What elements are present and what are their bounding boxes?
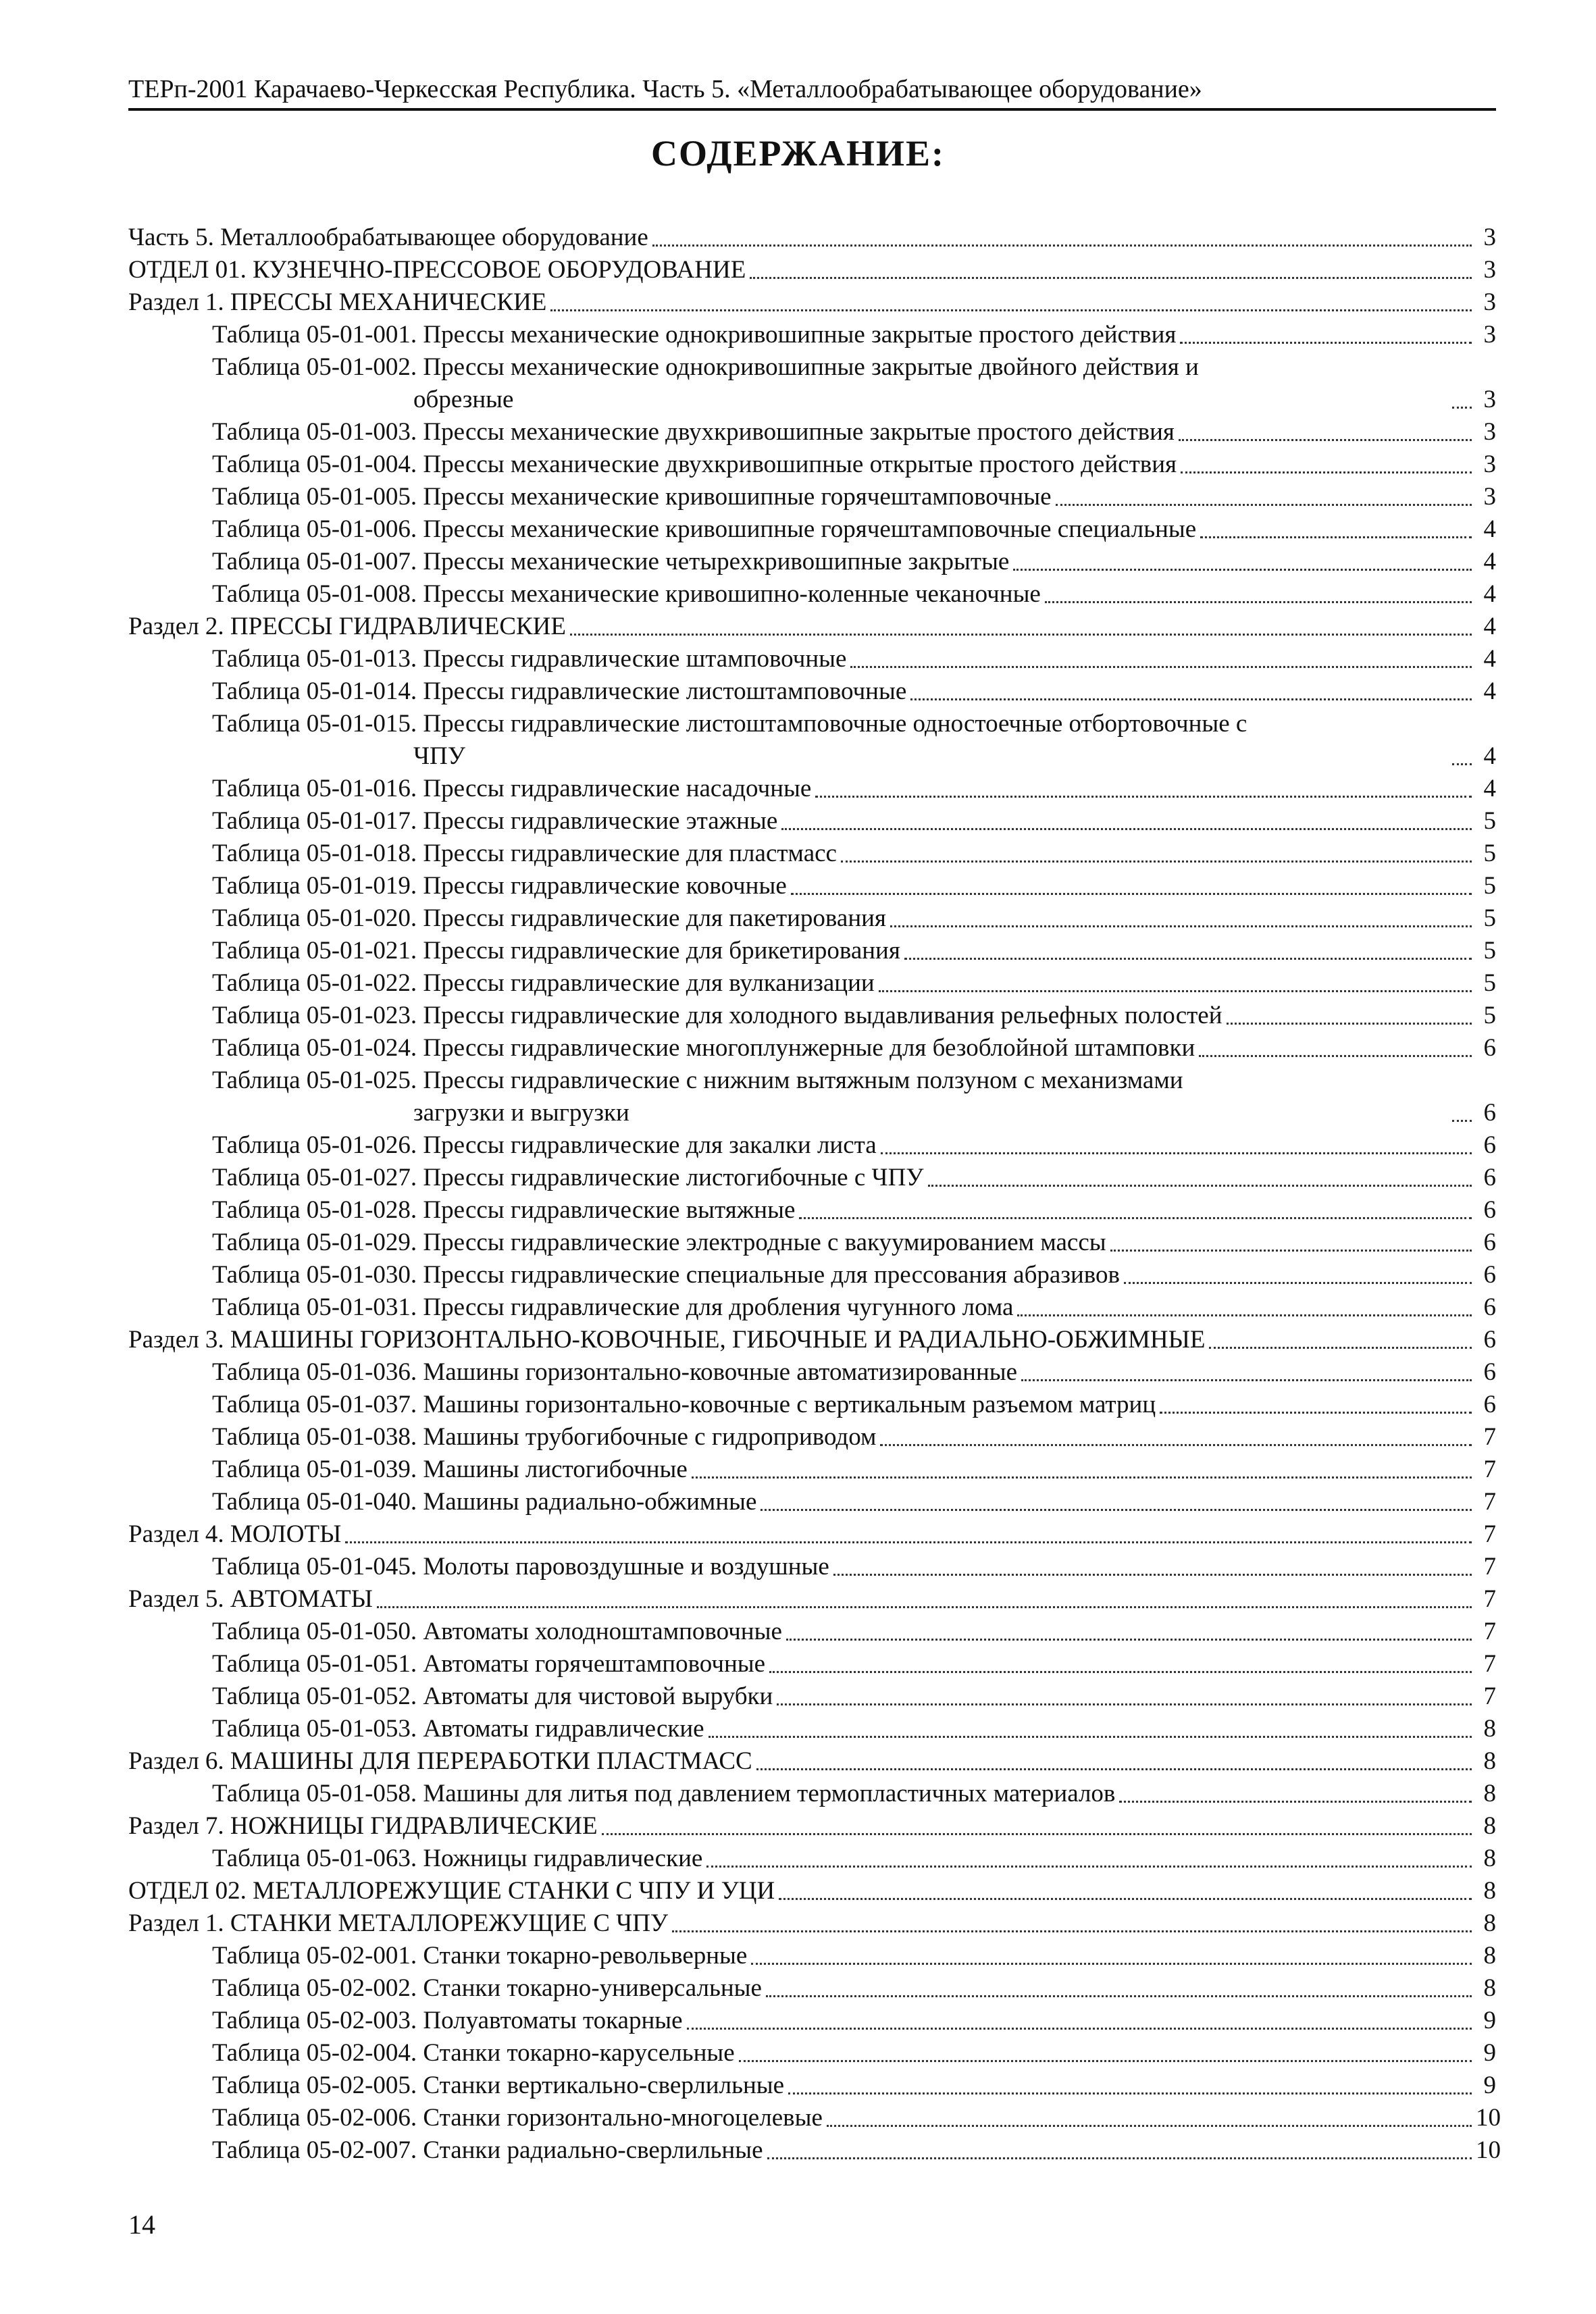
toc-entry-label (212, 805, 777, 838)
toc-table-entry[interactable] (128, 416, 1496, 448)
toc-entry-label (128, 611, 566, 643)
toc-entry-label (212, 1648, 765, 1680)
toc-page-number: 6 (1483, 1293, 1496, 1321)
toc-page-number: 7 (1483, 1553, 1496, 1580)
toc-page-number: 7 (1483, 1682, 1496, 1710)
dot-leader (1452, 407, 1472, 409)
toc-section-entry[interactable] (128, 222, 1496, 254)
dot-leader (1199, 1055, 1472, 1057)
toc-entry-label (212, 773, 811, 805)
toc-table-entry[interactable] (128, 1194, 1496, 1227)
toc-page-number: 5 (1483, 937, 1496, 965)
toc-entry-label (212, 2134, 763, 2167)
toc-page-number: 6 (1483, 1099, 1496, 1127)
dot-leader (779, 1898, 1472, 1900)
dot-leader (767, 2157, 1472, 2159)
toc-page-number: 4 (1483, 515, 1496, 543)
toc-page-number: 4 (1483, 742, 1496, 770)
toc-entry-text: Таблица 05-01-017. Прессы гидравлические этажные (212, 807, 778, 835)
dot-leader (1013, 569, 1472, 571)
toc-table-entry[interactable] (128, 2102, 1501, 2134)
toc-entry-text: Таблица 05-01-003. Прессы механические двухкривошипные закрытые простого действия (212, 418, 1175, 446)
toc-entry-label (128, 1518, 341, 1551)
toc-entry-label (212, 2037, 735, 2069)
page-number: 14 (128, 2209, 155, 2240)
toc-entry-text: Таблица 05-01-039. Машины листогибочные (212, 1456, 688, 1483)
toc-table-entry[interactable] (128, 319, 1496, 351)
toc-entry-text: Таблица 05-01-021. Прессы гидравлические для брикетирования (212, 937, 900, 965)
dot-leader (345, 1541, 1472, 1543)
toc-table-entry[interactable] (128, 1713, 1496, 1745)
toc-entry-label (212, 1454, 688, 1486)
toc-section-entry[interactable] (128, 1518, 1496, 1551)
dot-leader (928, 1185, 1472, 1187)
toc-entry-label (212, 1064, 1448, 1129)
dot-leader (766, 1995, 1472, 1997)
toc-table-entry[interactable] (128, 2069, 1496, 2102)
toc-entry-text: Таблица 05-01-051. Автоматы горячештамповочные (212, 1650, 766, 1678)
toc-table-entry[interactable] (128, 1843, 1496, 1875)
toc-section-entry[interactable] (128, 1810, 1496, 1843)
toc-entry-label (212, 643, 846, 675)
toc-page-number: 4 (1483, 548, 1496, 575)
toc-entry-text: Раздел 1. СТАНКИ МЕТАЛЛОРЕЖУЩИЕ С ЧПУ (128, 1909, 669, 1937)
toc-entry-text: Таблица 05-02-004. Станки токарно-карусельные (212, 2039, 735, 2067)
dot-leader (1124, 1282, 1472, 1284)
toc-table-entry[interactable] (128, 578, 1496, 611)
dot-leader (672, 1930, 1472, 1932)
toc-table-entry[interactable] (128, 967, 1496, 1000)
toc-section-entry[interactable] (128, 1907, 1496, 1940)
toc-entry-text: Таблица 05-01-019. Прессы гидравлические ковочные (212, 872, 787, 900)
dot-leader (904, 958, 1472, 960)
toc-table-entry[interactable] (128, 1162, 1496, 1194)
toc-entry-text: Таблица 05-01-026. Прессы гидравлические для закалки листа (212, 1131, 877, 1159)
dot-leader (1119, 1801, 1472, 1803)
toc-entry-label (212, 351, 1448, 416)
toc-table-entry[interactable] (128, 838, 1496, 870)
toc-entry-text: Раздел 5. АВТОМАТЫ (128, 1585, 373, 1613)
dot-leader (761, 1509, 1472, 1511)
dot-leader (910, 698, 1472, 700)
toc-entry-label (212, 1227, 1106, 1259)
toc-page-number: 6 (1483, 1196, 1496, 1224)
toc-page-number: 8 (1483, 1747, 1496, 1775)
toc-table-entry[interactable] (128, 1129, 1496, 1162)
table-of-contents (128, 222, 1501, 2167)
toc-entry-label (212, 448, 1177, 481)
toc-entry-text: Таблица 05-01-014. Прессы гидравлические листоштамповочные (212, 677, 907, 705)
toc-section-entry[interactable] (128, 1583, 1496, 1616)
dot-leader (815, 796, 1472, 798)
toc-entry-text: Таблица 05-01-023. Прессы гидравлические для холодного выдавливания рельефных полостей (212, 1002, 1222, 1029)
dot-leader (1045, 601, 1472, 603)
dot-leader (570, 634, 1472, 636)
toc-entry-continuation: загрузки и выгрузки (413, 1099, 629, 1127)
toc-table-entry[interactable] (128, 1389, 1496, 1421)
toc-table-entry[interactable] (128, 1000, 1496, 1032)
toc-page-number: 5 (1483, 904, 1496, 932)
toc-table-entry[interactable] (128, 1551, 1496, 1583)
toc-section-entry[interactable] (128, 1324, 1496, 1356)
toc-entry-label (212, 1194, 795, 1227)
toc-page-number: 5 (1483, 969, 1496, 997)
dot-leader (652, 245, 1472, 247)
toc-entry-label (212, 513, 1196, 546)
toc-table-entry[interactable] (128, 1259, 1496, 1291)
dot-leader (687, 2028, 1472, 2030)
toc-entry-text: Таблица 05-01-030. Прессы гидравлические специальные для прессования абразивов (212, 1261, 1120, 1289)
toc-table-entry[interactable] (128, 935, 1496, 967)
toc-entry-text: Таблица 05-01-020. Прессы гидравлические для пакетирования (212, 904, 886, 932)
toc-entry-text: Таблица 05-01-005. Прессы механические кривошипные горячештамповочные (212, 483, 1052, 511)
toc-entry-label (212, 1389, 1156, 1421)
toc-entry-label (212, 1551, 829, 1583)
toc-entry-text: Таблица 05-01-037. Машины горизонтально-ковочные с вертикальным разъемом матриц (212, 1391, 1156, 1418)
toc-entry-text: Таблица 05-01-007. Прессы механические четырехкривошипные закрытые (212, 548, 1010, 575)
toc-entry-label (212, 1129, 877, 1162)
toc-entry-text: Таблица 05-01-063. Ножницы гидравлические (212, 1845, 703, 1872)
toc-entry-text: Таблица 05-01-002. Прессы механические однокривошипные закрытые двойного действия и (212, 353, 1199, 381)
toc-entry-text: Таблица 05-01-025. Прессы гидравлические с нижним вытяжным ползуном с механизмами (212, 1066, 1183, 1094)
dot-leader (777, 1703, 1472, 1705)
toc-entry-text: Таблица 05-01-022. Прессы гидравлические для вулканизации (212, 969, 875, 997)
toc-page-number: 6 (1483, 1326, 1496, 1354)
dot-leader (841, 860, 1472, 863)
toc-section-entry[interactable] (128, 1745, 1496, 1778)
toc-section-entry[interactable] (128, 286, 1496, 319)
toc-page-number: 3 (1483, 386, 1496, 413)
toc-entry-label (128, 1810, 598, 1843)
dot-leader (833, 1574, 1472, 1576)
toc-page-number: 6 (1483, 1034, 1496, 1062)
toc-entry-text: ОТДЕЛ 02. МЕТАЛЛОРЕЖУЩИЕ СТАНКИ С ЧПУ И УЦИ (128, 1877, 775, 1905)
toc-table-entry[interactable] (128, 805, 1496, 838)
toc-entry-text: Таблица 05-01-016. Прессы гидравлические насадочные (212, 775, 812, 802)
toc-page-number: 6 (1483, 1358, 1496, 1386)
toc-entry-label (212, 1032, 1195, 1064)
toc-entry-label (212, 1680, 773, 1713)
toc-entry-text: Таблица 05-01-004. Прессы механические двухкривошипные открытые простого действия (212, 451, 1177, 478)
toc-entry-text: Таблица 05-01-024. Прессы гидравлические многоплунжерные для безоблойной штамповки (212, 1034, 1195, 1062)
toc-table-entry[interactable] (128, 448, 1496, 481)
toc-entry-text: Таблица 05-01-006. Прессы механические кривошипные горячештамповочные специальные (212, 515, 1197, 543)
toc-page-number: 9 (1483, 2072, 1496, 2099)
toc-entry-label (212, 870, 787, 902)
dot-leader (850, 666, 1472, 668)
toc-entry-text: Раздел 4. МОЛОТЫ (128, 1520, 342, 1548)
dot-leader (788, 2092, 1472, 2094)
toc-page-number: 9 (1483, 2039, 1496, 2067)
toc-page-number: 6 (1483, 1391, 1496, 1418)
dot-leader (1227, 1023, 1472, 1025)
toc-entry-text: Таблица 05-01-015. Прессы гидравлические листоштамповочные одностоечные отбортовочные с (212, 710, 1247, 738)
toc-table-entry[interactable] (128, 1356, 1496, 1389)
dot-leader (739, 2060, 1472, 2062)
toc-entry-text: Таблица 05-01-058. Машины для литья под давлением термопластичных материалов (212, 1780, 1116, 1807)
toc-entry-label (212, 1162, 924, 1194)
toc-page-number: 5 (1483, 807, 1496, 835)
toc-entry-label (212, 1486, 756, 1518)
dot-leader (1110, 1250, 1472, 1252)
dot-leader (602, 1833, 1472, 1835)
dot-leader (1179, 439, 1472, 441)
dot-leader (1021, 1379, 1472, 1381)
toc-entry-text: Таблица 05-02-007. Станки радиально-сверлильные (212, 2136, 763, 2164)
toc-page-number: 7 (1483, 1520, 1496, 1548)
toc-entry-label (212, 2102, 823, 2134)
toc-page-number: 8 (1483, 1845, 1496, 1872)
toc-table-entry[interactable] (128, 351, 1496, 416)
toc-entry-text: Таблица 05-01-027. Прессы гидравлические листогибочные с ЧПУ (212, 1164, 924, 1191)
toc-page-number: 9 (1483, 2007, 1496, 2034)
toc-section-entry[interactable] (128, 1875, 1496, 1907)
toc-section-entry[interactable] (128, 611, 1496, 643)
toc-page-number: 5 (1483, 1002, 1496, 1029)
toc-table-entry[interactable] (128, 2005, 1496, 2037)
dot-leader (890, 925, 1472, 927)
toc-table-entry[interactable] (128, 513, 1496, 546)
toc-entry-label (212, 1291, 1013, 1324)
toc-table-entry[interactable] (128, 773, 1496, 805)
toc-table-entry[interactable] (128, 1032, 1496, 1064)
toc-entry-label (212, 1713, 704, 1745)
toc-entry-label (212, 935, 900, 967)
toc-page-number: 5 (1483, 872, 1496, 900)
page-title: СОДЕРЖАНИЕ: (651, 133, 945, 174)
toc-entry-text: Таблица 05-01-038. Машины трубогибочные с гидроприводом (212, 1423, 877, 1451)
toc-page-number: 4 (1483, 645, 1496, 673)
toc-entry-label (212, 416, 1175, 448)
dot-leader (1200, 536, 1472, 538)
toc-table-entry[interactable] (128, 1648, 1496, 1680)
dot-leader (750, 277, 1472, 279)
running-header: ТЕРп-2001 Карачаево-Черкесская Республика. Часть 5. «Металлообрабатывающее оборудование» (128, 75, 1202, 103)
dot-leader (706, 1866, 1472, 1868)
header-rule (128, 108, 1496, 111)
toc-table-entry[interactable] (128, 643, 1496, 675)
toc-table-entry[interactable] (128, 1616, 1496, 1648)
toc-table-entry[interactable] (128, 1291, 1496, 1324)
toc-page-number: 3 (1483, 321, 1496, 349)
toc-page-number: 7 (1483, 1488, 1496, 1516)
toc-table-entry[interactable] (128, 1778, 1496, 1810)
toc-entry-text: Раздел 1. ПРЕССЫ МЕХАНИЧЕСКИЕ (128, 288, 547, 316)
toc-entry-text: Таблица 05-01-031. Прессы гидравлические для дробления чугунного лома (212, 1293, 1014, 1321)
toc-page-number: 6 (1483, 1261, 1496, 1289)
dot-leader (692, 1476, 1472, 1479)
toc-entry-label (212, 481, 1052, 513)
dot-leader (880, 1444, 1472, 1446)
dot-leader (751, 1963, 1472, 1965)
toc-entry-text: Таблица 05-02-003. Полуавтоматы токарные (212, 2007, 683, 2034)
dot-leader (827, 2125, 1472, 2127)
toc-table-entry[interactable] (128, 1486, 1496, 1518)
dot-leader (1017, 1314, 1472, 1316)
toc-page-number: 7 (1483, 1423, 1496, 1451)
toc-page-number: 8 (1483, 1877, 1496, 1905)
toc-entry-text: Таблица 05-01-053. Автоматы гидравлические (212, 1715, 704, 1743)
toc-entry-label (212, 1259, 1120, 1291)
toc-entry-label (128, 1907, 668, 1940)
dot-leader (709, 1736, 1472, 1738)
toc-table-entry[interactable] (128, 1454, 1496, 1486)
toc-entry-text: Таблица 05-01-028. Прессы гидравлические вытяжные (212, 1196, 796, 1224)
toc-page-number: 8 (1483, 1812, 1496, 1840)
toc-table-entry[interactable] (128, 1680, 1496, 1713)
toc-entry-text: Таблица 05-01-052. Автоматы для чистовой вырубки (212, 1682, 773, 1710)
dot-leader (799, 1217, 1472, 1219)
toc-entry-text: Таблица 05-01-050. Автоматы холодноштамповочные (212, 1618, 782, 1645)
toc-entry-text: Таблица 05-01-018. Прессы гидравлические для пластмасс (212, 840, 837, 867)
toc-page-number: 3 (1483, 224, 1496, 251)
toc-page-number: 3 (1483, 451, 1496, 478)
toc-entry-label (212, 1616, 782, 1648)
toc-page-number: 3 (1483, 418, 1496, 446)
toc-entry-label (212, 967, 875, 1000)
toc-page-number: 3 (1483, 256, 1496, 284)
toc-entry-label (212, 1778, 1115, 1810)
toc-table-entry[interactable] (128, 2134, 1501, 2167)
toc-page-number: 7 (1483, 1585, 1496, 1613)
toc-entry-text: Таблица 05-02-001. Станки токарно-револьверные (212, 1942, 748, 1970)
dot-leader (1056, 504, 1472, 506)
toc-entry-label (128, 1324, 1205, 1356)
toc-page-number: 8 (1483, 1780, 1496, 1807)
toc-table-entry[interactable] (128, 1227, 1496, 1259)
dot-leader (1209, 1347, 1472, 1349)
dot-leader (879, 990, 1472, 992)
toc-entry-text: Таблица 05-01-045. Молоты паровоздушные и воздушные (212, 1553, 829, 1580)
toc-table-entry[interactable] (128, 546, 1496, 578)
toc-table-entry[interactable] (128, 2037, 1496, 2069)
toc-page-number: 5 (1483, 840, 1496, 867)
toc-entry-text: Раздел 7. НОЖНИЦЫ ГИДРАВЛИЧЕСКИЕ (128, 1812, 598, 1840)
toc-page-number: 10 (1476, 2136, 1501, 2164)
toc-page-number: 7 (1483, 1456, 1496, 1483)
toc-entry-text: Таблица 05-01-036. Машины горизонтально-ковочные автоматизированные (212, 1358, 1018, 1386)
toc-page-number: 8 (1483, 1974, 1496, 2002)
toc-page-number: 7 (1483, 1618, 1496, 1645)
toc-table-entry[interactable] (128, 1940, 1496, 1972)
dot-leader (1452, 763, 1472, 765)
toc-entry-label (212, 1421, 876, 1454)
toc-entry-label (212, 1000, 1222, 1032)
toc-page-number: 4 (1483, 677, 1496, 705)
toc-entry-label (212, 2069, 784, 2102)
dot-leader (881, 1152, 1472, 1154)
toc-entry-text: Таблица 05-01-040. Машины радиально-обжимные (212, 1488, 757, 1516)
toc-page-number: 7 (1483, 1650, 1496, 1678)
toc-entry-label (212, 1972, 762, 2005)
dot-leader (1160, 1412, 1472, 1414)
toc-table-entry[interactable] (128, 870, 1496, 902)
toc-entry-text: Таблица 05-01-029. Прессы гидравлические электродные с вакуумированием массы (212, 1229, 1106, 1256)
toc-entry-label (128, 222, 648, 254)
toc-entry-label (128, 1745, 752, 1778)
toc-table-entry[interactable] (128, 1972, 1496, 2005)
toc-page-number: 6 (1483, 1164, 1496, 1191)
toc-page-number: 10 (1476, 2104, 1501, 2132)
toc-page-number: 6 (1483, 1229, 1496, 1256)
toc-entry-label (212, 319, 1176, 351)
toc-entry-label (212, 838, 837, 870)
toc-table-entry[interactable] (128, 902, 1496, 935)
toc-table-entry[interactable] (128, 1064, 1496, 1129)
toc-page-number: 3 (1483, 483, 1496, 511)
dot-leader (791, 893, 1472, 895)
toc-entry-text: Раздел 2. ПРЕССЫ ГИДРАВЛИЧЕСКИЕ (128, 613, 567, 640)
dot-leader (756, 1768, 1472, 1770)
dot-leader (786, 1639, 1472, 1641)
toc-page-number: 4 (1483, 613, 1496, 640)
toc-page-number: 8 (1483, 1715, 1496, 1743)
toc-entry-label (212, 1843, 702, 1875)
toc-table-entry[interactable] (128, 708, 1496, 773)
toc-entry-text: Таблица 05-02-005. Станки вертикально-сверлильные (212, 2072, 785, 2099)
toc-page-number: 4 (1483, 580, 1496, 608)
toc-entry-text: Таблица 05-02-006. Станки горизонтально-многоцелевые (212, 2104, 823, 2132)
toc-entry-text: Раздел 3. МАШИНЫ ГОРИЗОНТАЛЬНО-КОВОЧНЫЕ, ГИБОЧНЫЕ И РАДИАЛЬНО-ОБЖИМНЫЕ (128, 1326, 1206, 1354)
toc-entry-label (128, 254, 746, 286)
toc-entry-label (212, 675, 906, 708)
dot-leader (1452, 1120, 1472, 1122)
dot-leader (1181, 471, 1472, 473)
toc-section-entry[interactable] (128, 254, 1496, 286)
toc-table-entry[interactable] (128, 675, 1496, 708)
toc-entry-text: Таблица 05-01-008. Прессы механические кривошипно-коленные чеканочные (212, 580, 1041, 608)
toc-entry-label (212, 708, 1448, 773)
toc-page-number: 3 (1483, 288, 1496, 316)
toc-entry-text: Таблица 05-01-013. Прессы гидравлические штамповочные (212, 645, 847, 673)
toc-table-entry[interactable] (128, 481, 1496, 513)
toc-entry-label (212, 1356, 1017, 1389)
toc-entry-label (212, 2005, 683, 2037)
toc-page-number: 4 (1483, 775, 1496, 802)
toc-entry-text: Таблица 05-01-001. Прессы механические однокривошипные закрытые простого действия (212, 321, 1177, 349)
toc-entry-text: Таблица 05-02-002. Станки токарно-универсальные (212, 1974, 762, 2002)
dot-leader (781, 828, 1472, 830)
toc-entry-text: Часть 5. Металлообрабатывающее оборудование (128, 224, 648, 251)
toc-table-entry[interactable] (128, 1421, 1496, 1454)
toc-entry-continuation: обрезные (413, 386, 514, 413)
toc-entry-label (128, 1875, 775, 1907)
toc-entry-label (212, 578, 1041, 611)
toc-entry-continuation: ЧПУ (413, 742, 465, 770)
toc-entry-label (212, 1940, 747, 1972)
toc-page-number: 6 (1483, 1131, 1496, 1159)
toc-entry-label (212, 902, 886, 935)
toc-entry-label (128, 1583, 373, 1616)
dot-leader (1180, 342, 1472, 344)
toc-entry-label (128, 286, 546, 319)
toc-entry-text: ОТДЕЛ 01. КУЗНЕЧНО-ПРЕССОВОЕ ОБОРУДОВАНИЕ (128, 256, 746, 284)
toc-page-number: 8 (1483, 1909, 1496, 1937)
dot-leader (377, 1606, 1472, 1608)
toc-entry-label (212, 546, 1009, 578)
dot-leader (769, 1671, 1472, 1673)
toc-page-number: 8 (1483, 1942, 1496, 1970)
dot-leader (550, 309, 1472, 311)
toc-entry-text: Раздел 6. МАШИНЫ ДЛЯ ПЕРЕРАБОТКИ ПЛАСТМАСС (128, 1747, 752, 1775)
